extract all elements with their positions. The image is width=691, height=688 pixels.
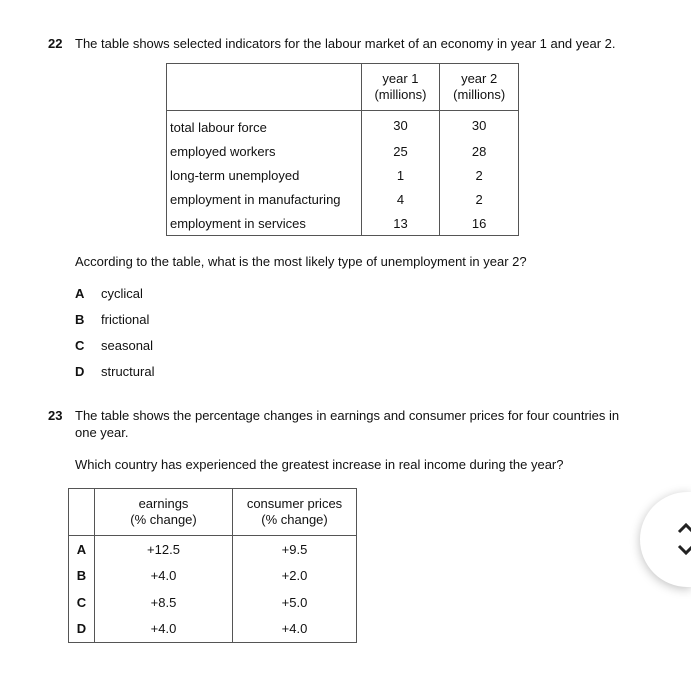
- header-year-1: year 1 (millions): [361, 64, 440, 111]
- table-row: total labour force 30 30: [167, 111, 519, 140]
- option-letter-c: C: [75, 338, 85, 353]
- question-23-number: 23: [48, 408, 63, 423]
- question-23-prompt: Which country has experienced the greatest increase in real income during the year?: [75, 457, 564, 472]
- option-text-b: frictional: [101, 312, 150, 327]
- chevron-up-down-icon: [676, 517, 691, 561]
- table-row: long-term unemployed 1 2: [167, 163, 519, 187]
- question-23-stem-line-1: The table shows the percentage changes in earnings and consumer prices for four countries in: [75, 408, 620, 423]
- table-row: employed workers 25 28: [167, 139, 519, 163]
- header-year-2: year 2 (millions): [440, 64, 519, 111]
- table-header-row: [167, 64, 519, 111]
- table-row: D +4.0 +4.0: [69, 616, 357, 643]
- scroll-navigation-button[interactable]: [640, 492, 691, 587]
- table-row: employment in services 13 16: [167, 211, 519, 236]
- header-earnings: earnings (% change): [95, 489, 233, 536]
- table-row: employment in manufacturing 4 2: [167, 187, 519, 211]
- question-22-prompt: According to the table, what is the most likely type of unemployment in year 2?: [75, 254, 527, 269]
- option-letter-a: A: [75, 286, 85, 301]
- option-text-a: cyclical: [101, 286, 143, 301]
- question-22-number: 22: [48, 36, 63, 51]
- table-row: C +8.5 +5.0: [69, 589, 357, 616]
- table-header-row: [69, 489, 357, 536]
- table-row: A +12.5 +9.5: [69, 536, 357, 563]
- header-consumer-prices: consumer prices (% change): [233, 489, 357, 536]
- question-23-stem-line-2: one year.: [75, 425, 129, 440]
- earnings-prices-table: [68, 488, 357, 643]
- table-row: B +4.0 +2.0: [69, 563, 357, 590]
- option-text-c: seasonal: [101, 338, 154, 353]
- option-text-d: structural: [101, 364, 155, 379]
- option-letter-d: D: [75, 364, 85, 379]
- question-22-stem: The table shows selected indicators for the labour market of an economy in year 1 and year 2.: [75, 36, 616, 51]
- option-letter-b: B: [75, 312, 85, 327]
- labour-market-table: [166, 63, 519, 236]
